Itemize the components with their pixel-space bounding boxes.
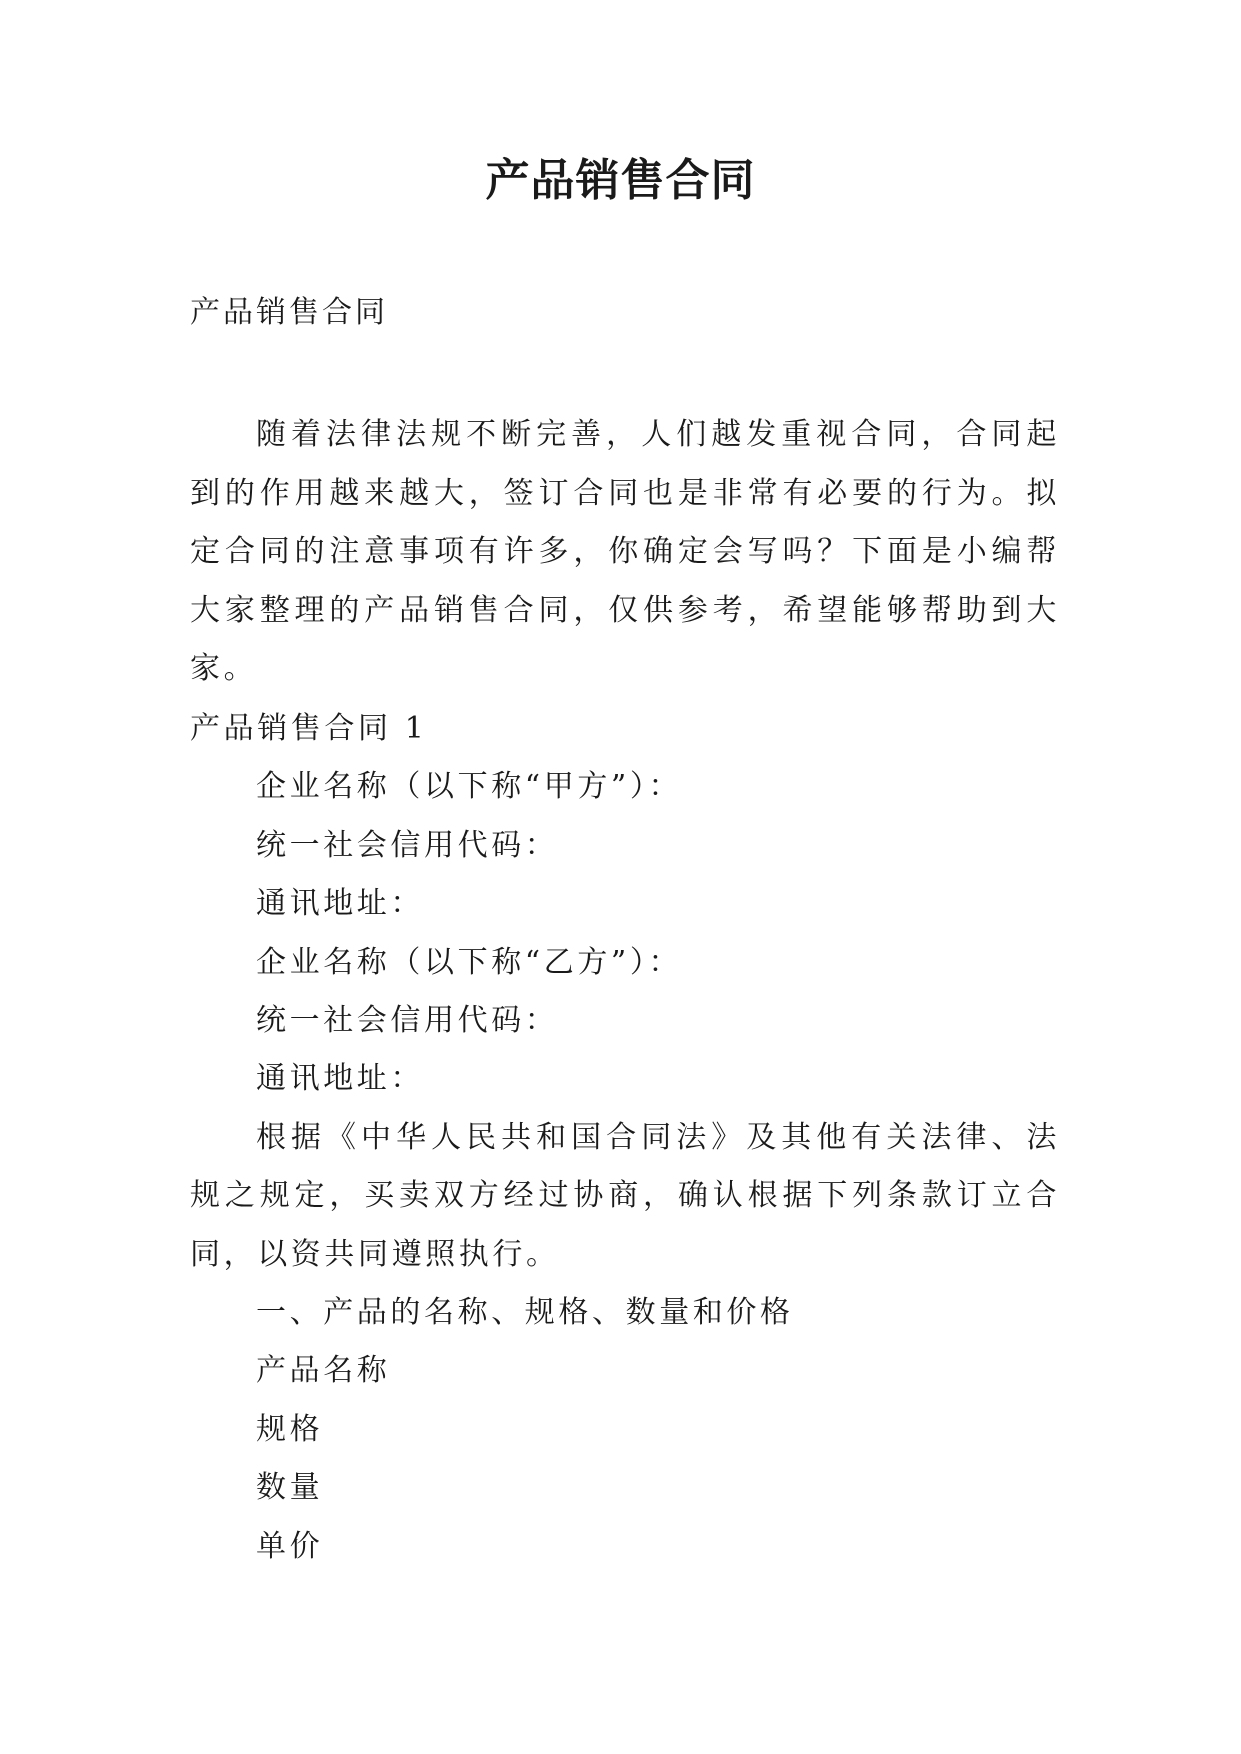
clause-1-item-spec: 规格 <box>256 1411 324 1447</box>
section-heading: 产品销售合同 1 <box>190 711 428 746</box>
party-b-credit-code: 统一社会信用代码： <box>256 1003 559 1039</box>
party-a-address: 通讯地址： <box>256 886 424 922</box>
party-b-name: 企业名称（以下称“乙方”）： <box>256 944 683 980</box>
intro-paragraph: 随着法律法规不断完善，人们越发重视合同，合同起到的作用越来越大，签订合同也是非常有必要的行为。拟定合同的注意事项有许多，你确定会写吗？下面是小编帮大家整理的产品销售合同，仅供参考，希望能够帮助到大家。 <box>190 417 1060 686</box>
clause-1-item-product-name: 产品名称 <box>256 1353 391 1389</box>
clause-1-heading: 一、产品的名称、规格、数量和价格 <box>256 1295 794 1331</box>
party-a-credit-code: 统一社会信用代码： <box>256 827 559 863</box>
document-title: 产品销售合同 <box>485 155 756 206</box>
clause-1-item-quantity: 数量 <box>256 1470 324 1506</box>
party-b-address: 通讯地址： <box>256 1061 424 1097</box>
document-subtitle: 产品销售合同 <box>190 295 388 330</box>
contract-body <box>190 700 1060 1576</box>
party-a-name: 企业名称（以下称“甲方”）： <box>256 769 683 805</box>
clause-1-item-unit-price: 单价 <box>256 1528 324 1564</box>
basis-paragraph: 根据《中华人民共和国合同法》及其他有关法律、法规之规定，买卖双方经过协商，确认根据下列条款订立合同，以资共同遵照执行。 <box>190 1119 1060 1272</box>
